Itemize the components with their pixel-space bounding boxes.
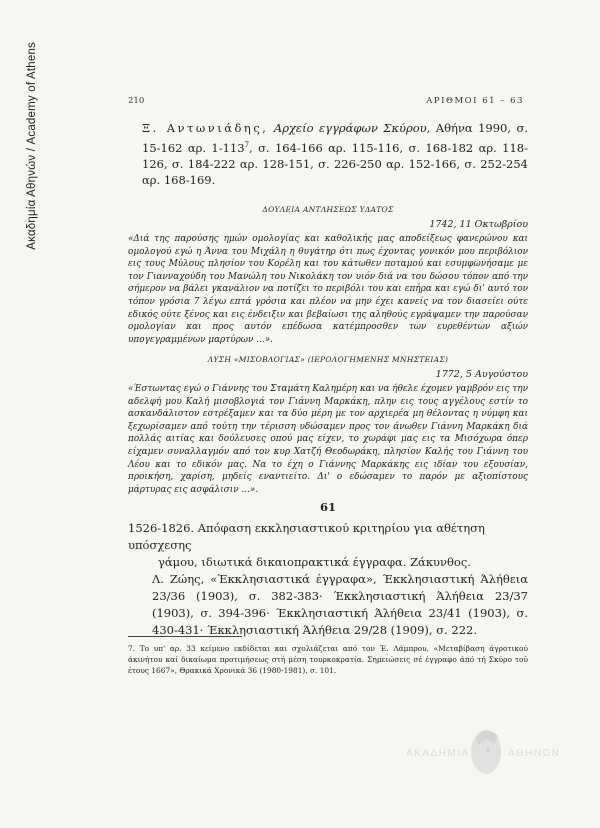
- entry-heading: 1526-1826. Απόφαση εκκλησιαστικού κριτηρίου για αθέτηση υπόσχεσης: [128, 521, 485, 552]
- document-section-1: [128, 205, 528, 346]
- footnote: 7. Το υπ' αρ. 33 κείμενο εκδίδεται και σχολιάζεται από τον Έ. Λάμπρου, «Μεταβίβαση άγροτικού άκινήτου καί δικαίωμα προτιμήσεως στή μέση τουρκοκρατία. Σημειώσεις σέ έγγραφο άπό τή Σκύρο τοῦ έτους 1667», Θρακικά Χρονικά 36 (1980-1981), σ. 101.: [128, 644, 528, 675]
- section-date: 1772, 5 Αυγούστου: [435, 369, 528, 380]
- watermark-right-text: ΑΘΗΝΩΝ: [508, 748, 561, 759]
- footnote-marker: 7: [244, 140, 250, 149]
- entry-heading-cont: γάμου, ιδιωτικά δικαιοπρακτικά έγγραφα. Ζάκυνθος.: [158, 555, 471, 569]
- section-title: ΛΥΣΗ «ΜΙΣΟΒΛΟΓΙΑΣ» (ΙΕΡΟΛΟΓΗΜΕΝΗΣ ΜΝΗΣΤΕΙΑΣ): [207, 355, 449, 364]
- academy-watermark: [390, 722, 580, 782]
- bibliography-entry: [142, 120, 528, 189]
- biblio-title: Αρχείο εγγράφων Σκύρου,: [273, 121, 431, 135]
- watermark-left-text: ΑΚΑΔΗΜΙΑ: [406, 748, 470, 759]
- footnote-rule: [128, 636, 242, 637]
- entry-number: 61: [319, 500, 336, 514]
- biblio-pages-cont: , σ. 164-166 αρ. 115-116, σ. 168-182 αρ. 118-126, σ. 184-222 αρ. 128-151, σ. 226-250 αρ. 152-166, σ. 252-254 αρ. 168-169.: [142, 140, 528, 188]
- entry-reference: Λ. Ζώης, «Έκκλησιαστικά έγγραφα», Έκκλησιαστική Άλήθεια 23/36 (1903), σ. 382-383· Έκκλησιαστική Άλήθεια 23/37 (1903), σ. 394-396· Έκκλησιαστική Άλήθεια 23/41 (1903), σ. 430-431· Έκκλησιαστική Άλήθεια 29/28 (1909), σ. 222.: [152, 572, 528, 637]
- biblio-author: Ξ. Αντωνιάδης,: [142, 121, 269, 135]
- document-section-2: [128, 355, 528, 496]
- section-text: «Έστωντας εγώ ο Γιάννης του Σταμάτη Καλημέρη και να ήθελε έχομεν γαμβρόν εις την αδελφή μου Καλή μισοβλογιά τον Γιάννη Μαρκάκη, πλην εις τους αγγέλους εστίν το ασκανδάλιστον εστρέξαμεν και τα δύο μέρη με τον αρχιερέα μη θέλοντας η νύμφη και ξεχωρίσαμεν από τούτη την τέρισση υδώσαμεν προς τον άνωθεν Γιάννη Μαρκάκη διά πολλάς αιτίας και δούλευσες οπού μας είχεν, το χωράφι μας εις τα Μισόχωρα όπερ είχαμεν συναλλαγμόν από τον κυρ Χατζή Θεοδωράκη, πλησίον Καλής του Γιάννη του Λέου και το εδικόν μας. Να το έχη ο Γιάννης Μαρκάκης εις ιδίαν του εξουσίαν, προικήση, χαρίση, μηδείς εναντιείτο. Δι' ο εδώσαμεν το παρόν με αξιοπίστους μάρτυρας εις ασφάλισιν ...».: [128, 384, 528, 495]
- section-title: ΔΟΥΛΕΙΑ ΑΝΤΛΗΣΕΩΣ ΥΔΑΤΟΣ: [262, 205, 394, 214]
- archive-side-label: Ακαδημία Αθηνών / Academy of Athens: [26, 42, 38, 250]
- page-header: [128, 96, 524, 110]
- biblio-pages: Αθήνα 1990, σ. 15-162 αρ. 1-113: [142, 121, 528, 155]
- running-head: ΑΡΙΘΜΟΙ 61 – 63: [426, 96, 524, 106]
- section-text: «Διά της παρούσης ημών ομολογίας και καθολικής μας αποδείξεως φανερώνου και ομολογού εγώ η Άννα του Μιχάλη η θυγάτηρ ότι πως έχοντας γονικόν μου περιβόλιον εις τους Μύλους πλησίον του Κορέλη και του κάτωθεν ποταμού και εσυμφωνήσαμε με τον Γιανναχούδη του Μανώλη του Νικολάκη τον υιόν διά να του δώσου τόπον από την σήμερον να βάλει γκανάλιον να ποτίζει το περιβόλι του και επήρα και εγώ δι' αυτό τον τόπον γρόσια 7 λέγω επτά γρόσια και πλέον να μην έχει κανείς να τον διασείει ούτε εδικός ούτε ξένος και εις ένδειξιν και βεβαίωσι της αληθούς εγράψαμεν την παρούσαν ομολογίαν και προς αυτόν επέδωσα κατέμπροσθεν των ευρεθέντων αξιών υπογεγραμμένων μαρτύρων ...».: [128, 234, 528, 345]
- page-number: 210: [128, 96, 145, 106]
- section-date: 1742, 11 Οκτωβρίου: [429, 219, 528, 230]
- entry-body: [128, 520, 528, 639]
- athena-head-icon: [466, 724, 506, 780]
